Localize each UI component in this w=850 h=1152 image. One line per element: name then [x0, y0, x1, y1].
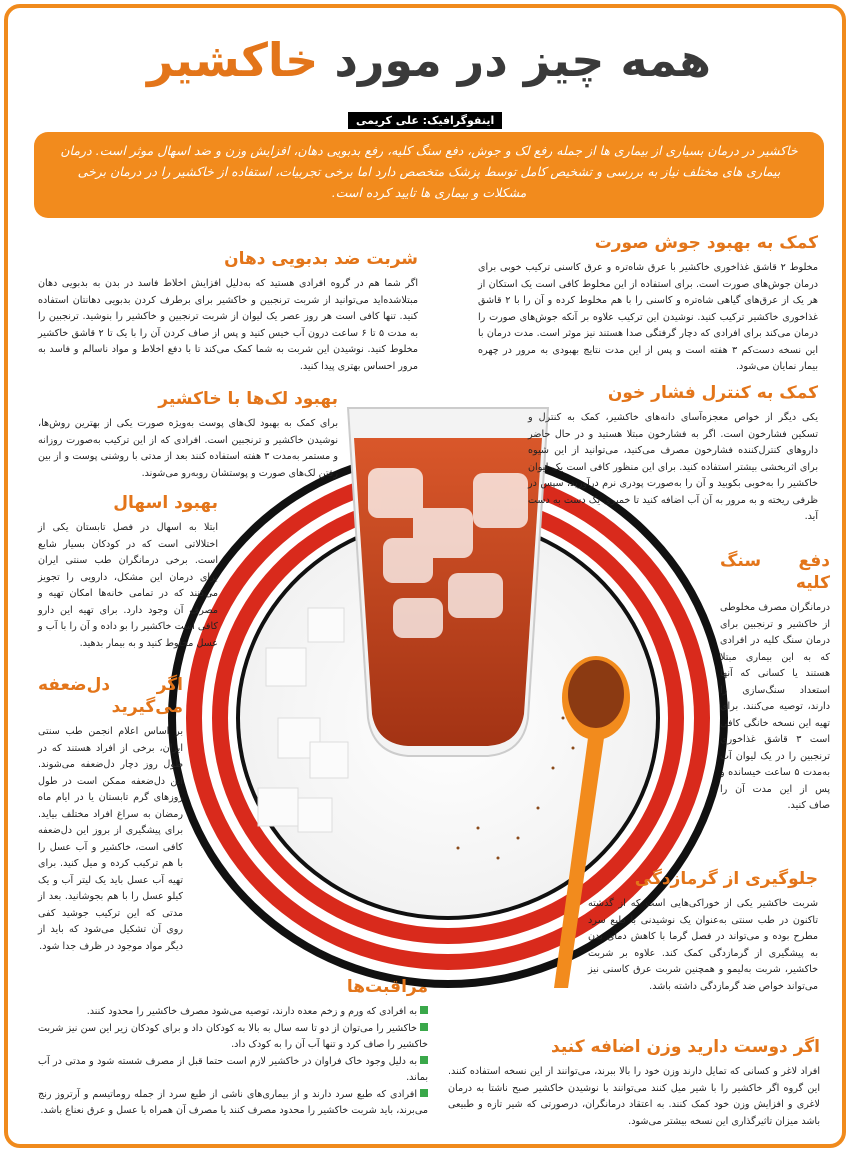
intro-box: خاکشیر در درمان بسیاری از بیماری ها از جمله رفع لک و جوش، دفع سنگ کلیه، رفع بدبویی دهان، افزایش وزن و ضد اسهال موثر است. درمان بیماری های مختلف نیاز به بررسی و تشخیص کامل توسط پزشک متخصص دارد اما برخی تجربیات، استفاده از خاکشیر را در درمان برخی مشکلات و بیماری ها تایید کرده است. — [34, 132, 824, 218]
infographic-frame — [4, 4, 846, 1148]
glass — [348, 408, 548, 756]
section-care-title: مراقبت‌ها — [346, 977, 428, 997]
section-heatstroke-text: شربت خاکشیر یکی از خوراکی‌هایی است که از گذشته تاکنون در طب سنتی به‌عنوان یک نوشیدنی با طبع سرد مطرح بوده و می‌تواند در فصل گرما با کاهش دمای بدن به پیشگیری از گرمازدگی کمک کند. علاوه بر شربت خاکشیر، شربت به‌لیمو و همچنین شربت عرق کاسنی نیز می‌تواند خواص ضد گرمازدگی داشته باشد. — [588, 898, 818, 992]
bullet-icon — [420, 1023, 428, 1031]
section-mouth — [38, 248, 418, 375]
section-spots — [38, 388, 338, 482]
section-spots-title: بهبود لک‌ها با خاکشیر — [158, 389, 338, 409]
credit-label: اینفوگرافیک: علی کریمی — [348, 112, 502, 129]
bullet-icon — [420, 1089, 428, 1097]
title-part-1: همه چیز در مورد — [334, 33, 712, 87]
section-acne-title: کمک به بهبود جوش صورت — [594, 233, 818, 253]
care-item-text: به دلیل وجود خاک فراوان در خاکشیر لازم است حتما قبل از مصرف شسته شود و مدتی در آب بماند. — [38, 1055, 428, 1083]
section-kidney — [720, 550, 830, 815]
section-mouth-text: اگر شما هم در گروه افرادی هستید که به‌دلیل افزایش اخلاط فاسد در بدن به بدبویی دهان مبتلاشده‌اید می‌توانید از شربت ترنجبین و خاکشیر برای برطرف کردن بدبویی دهانتان استفاده کنید. تنها کافی است هر روز عصر یک لیوان از شربت ترنجبین و خاکشیر را بنوشید. ترنجبین را به مدت ۵ تا ۶ ساعت درون آب خیس کنید و پس از صاف کردن آن را با یک تا ۲ قاشق خاکشیر مخلوط کنید. نوشیدن این شربت به شما کمک می‌کند تا با دفع اخلاط و مواد ناسالم و فاسد به مرور احساس بهتری پیدا کنید. — [38, 278, 418, 372]
care-item-text: افرادی که طبع سرد دارند و از بیماری‌های ناشی از طبع سرد از جمله روماتیسم و آرتروز رنج می‌برند، باید شربت خاکشیر را محدود مصرف کنند یا مصرف آن همراه با عسل و عرق نعناع باشد. — [38, 1088, 428, 1116]
section-weak — [38, 674, 183, 955]
bullet-icon — [420, 1056, 428, 1064]
list-item — [38, 1004, 428, 1021]
section-pressure-title: کمک به کنترل فشار خون — [607, 383, 818, 403]
section-gain-text: افراد لاغر و کسانی که تمایل دارند وزن خود را بالا ببرند، می‌توانند از این نسخه استفاده کنند. این گروه اگر خاکشیر را با شیر میل کنند می‌توانند با نوشیدن خاکشیر صبح ناشتا به درمان لاغری و افزایش وزن خود کمک کنند. به اعتقاد درمانگران، درصورتی که شیر تازه و طبیعی باشد میزان تاثیرگذاری این نسخه بیشتر می‌شود. — [448, 1066, 820, 1127]
section-gain — [448, 1036, 820, 1130]
section-spots-text: برای کمک به بهبود لک‌های پوست به‌ویژه صورت یکی از بهترین روش‌ها، نوشیدن خاکشیر و ترنجبین است. افرادی که از این ترکیب به‌صورت روزانه و مستمر به‌مدت ۳ هفته استفاده کنند بعد از مدتی با روشنی پوست و از بین رفتن لک‌های صورت و پوستشان روبه‌رو می‌شوند. — [38, 418, 339, 479]
section-pressure-text: یکی دیگر از خواص معجزه‌آسای دانه‌های خاکشیر، کمک به کنترل و تسکین فشارخون است. اگر به فشارخون مبتلا هستید و در حال حاضر داروهای کنترل‌کننده فشارخون مصرف می‌کنید، می‌توانید از این شیوه برای اثربخشی بیشتر استفاده کنید. برای این منظور کافی است یک لیوان خاکشیر را به‌خوبی بکوبید و آن را به‌صورت پودری نرم درآورید، سپس در ظرفی ریخته و به مرور به آن آب اضافه کنید تا خمیری یک دست به دست آید. — [528, 412, 818, 522]
section-weak-title: اگر دل‌ضعفه می‌گیرید — [38, 675, 183, 717]
title-part-2: خاکشیر — [146, 33, 319, 87]
section-acne — [478, 232, 818, 376]
care-item-text: به افرادی که ورم و زخم معده دارند، توصیه می‌شود مصرف خاکشیر را محدود کنند. — [86, 1006, 417, 1017]
section-mouth-title: شربت ضد بدبویی دهان — [224, 249, 418, 269]
section-heatstroke — [588, 868, 818, 995]
section-kidney-title: دفع سنگ کلیه — [720, 551, 830, 593]
bullet-icon — [420, 1006, 428, 1014]
section-diarrhea-text: ابتلا به اسهال در فصل تابستان یکی از اختلالاتی است که در کودکان بسیار شایع است. برخی درمانگران طب سنتی ایران برای درمان این مشکل، دارویی را تجویز می‌کنند که در تمامی خانه‌ها امکان تهیه و مصرف آن وجود دارد. برای تهیه این دارو کافی است خاکشیر را بو داده و آن را با آب و عسل مخلوط کنید و به بیمار بدهید. — [38, 522, 218, 649]
care-list — [38, 1004, 428, 1120]
section-diarrhea — [38, 492, 218, 652]
page-title — [8, 30, 846, 90]
section-diarrhea-title: بهبود اسهال — [113, 493, 218, 513]
section-acne-text: مخلوط ۲ قاشق غذاخوری خاکشیر با عرق شاه‌تره و عرق کاسنی ترکیب خوبی برای درمان جوش‌های صورت است. برای استفاده از این مخلوط کافی است یک استکان از هر یک از عرق‌های گیاهی شاه‌تره و کاسنی را با هم مخلوط کرده و آن را با ۲ قاشق غذاخوری خاکشیر ترکیب کنید. نوشیدن این ترکیب علاوه بر آنکه جوش‌های صورت را درمان می‌کند برای افرادی که دچار گرفتگی صدا هستند نیز موثر است. مدت درمان با این نسخه دست‌کم ۳ هفته است و پس از این مدت نتایج بهبودی به مرور در چهره بیمار نمایان می‌شود. — [478, 262, 819, 372]
list-item — [38, 1021, 428, 1054]
list-item — [38, 1087, 428, 1120]
care-item-text: خاکشیر را می‌توان از دو تا سه سال به بالا به کودکان داد و برای کودکان زیر این سن نیز شربت خاکشیر را صاف کرد و تنها آب آن را به کودک داد. — [38, 1022, 428, 1050]
section-heatstroke-title: جلوگیری از گرمازدگی — [634, 869, 818, 889]
section-kidney-text: درمانگران مصرف مخلوطی از خاکشیر و ترنجبین برای درمان سنگ کلیه در افرادی که به این بیماری مبتلا هستند یا کسانی که آنها استعداد سنگ‌سازی را دارند، توصیه می‌کنند. برای تهیه این نسخه خانگی کافی است ۳ قاشق غذاخوری ترنجبین را در یک لیوان آب به‌مدت ۵ ساعت خیسانده و پس از این مدت آن را صاف کنید. — [720, 602, 830, 811]
section-care — [38, 976, 428, 1120]
list-item — [38, 1054, 428, 1087]
section-weak-text: بر اساس اعلام انجمن طب سنتی ایران، برخی از افراد هستند که در طول روز دچار دل‌ضعفه می‌شوند. این دل‌ضعفه ممکن است در طول روزهای گرم تابستان یا در ایام ماه رمضان به سراغ افراد مختلف بیاید. برای پیشگیری از بروز این دل‌ضعفه کافی است، خاکشیر و آب عسل را با هم ترکیب کرده و میل کنید. برای تهیه آب عسل باید یک لیتر آب و یک کیلو عسل را با هم بجوشانید. بعد از مدتی که این ترکیب جوشید کفی روی آن تشکیل می‌شود که باید از دیگر مواد موجود در ظرف جدا شود. — [38, 726, 183, 952]
section-pressure — [528, 382, 818, 526]
section-gain-title: اگر دوست دارید وزن اضافه کنید — [551, 1037, 820, 1057]
